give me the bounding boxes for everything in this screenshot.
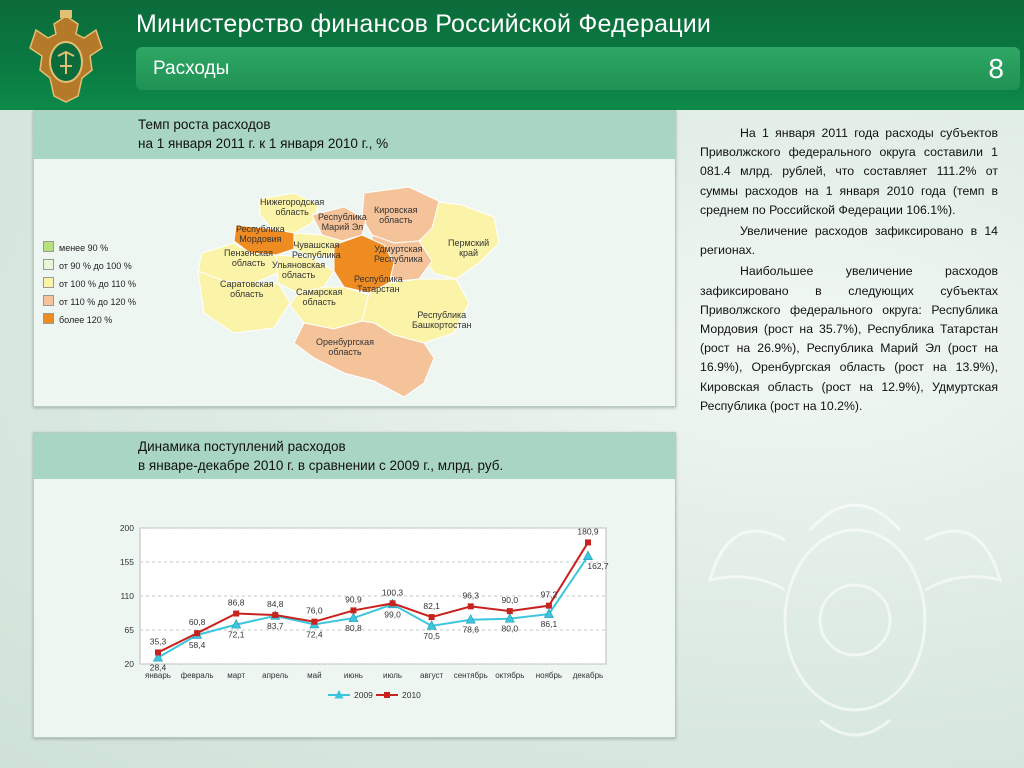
map-title-line1: Темп роста расходов bbox=[138, 117, 271, 132]
data-point-2010 bbox=[194, 630, 200, 636]
map-label-penza: Пензенская область bbox=[224, 248, 273, 268]
map-label-mordovia: Республика Мордовия bbox=[236, 224, 285, 244]
revenue-line-chart bbox=[58, 518, 633, 718]
section-title-bar bbox=[136, 47, 1020, 90]
legend-label-2009: 2009 bbox=[354, 690, 373, 700]
y-tick-label: 110 bbox=[120, 591, 134, 601]
legend-label: менее 90 % bbox=[59, 243, 109, 253]
map-label-chuvash: Чувашская Республика bbox=[292, 240, 341, 260]
y-tick-label: 155 bbox=[119, 557, 134, 567]
x-tick-label: февраль bbox=[180, 671, 214, 680]
legend-item bbox=[43, 295, 136, 307]
legend-swatch bbox=[43, 295, 54, 306]
map-label-kirov: Кировская область bbox=[374, 205, 418, 225]
data-label-2009: 83,7 bbox=[266, 620, 284, 631]
legend-item bbox=[43, 259, 132, 271]
data-point-2010 bbox=[585, 539, 591, 545]
map-panel bbox=[33, 110, 676, 407]
data-point-2010 bbox=[468, 603, 474, 609]
legend-swatch bbox=[43, 259, 54, 270]
data-label-2010: 97,2 bbox=[540, 589, 558, 600]
y-tick-label: 200 bbox=[119, 523, 134, 533]
data-label-2009: 162,7 bbox=[587, 561, 609, 572]
data-label-2009: 58,4 bbox=[188, 639, 206, 650]
chart-panel-title bbox=[138, 437, 503, 475]
data-label-2009: 72,4 bbox=[306, 629, 323, 640]
watermark-emblem-icon bbox=[690, 420, 1020, 760]
x-tick-label: март bbox=[227, 671, 246, 680]
data-label-2010: 86,8 bbox=[227, 597, 245, 608]
legend-marker-2010 bbox=[384, 692, 390, 698]
data-point-2010 bbox=[233, 611, 239, 617]
data-label-2010: 90,9 bbox=[345, 594, 362, 605]
data-label-2009: 80,0 bbox=[501, 623, 519, 634]
legend-swatch bbox=[43, 313, 54, 324]
data-label-2009: 28,4 bbox=[149, 662, 167, 673]
data-point-2010 bbox=[390, 600, 396, 606]
paragraph-3: Наибольшее увеличение расходов зафиксировано в следующих субъектах Приволжского федерального округа: Республика Мордовия (рост на 35.7%), Республика Татарстан (рост на 26.9%), Республика Марий Эл (рост на 16.9%), Оренбургская область (рост на 13.9%), Кировская область (рост на 12.9%), Удмуртская Республика (рост на 10.2%). bbox=[700, 264, 998, 413]
map-title-line2: на 1 января 2011 г. к 1 января 2010 г., % bbox=[138, 136, 389, 151]
header-bar bbox=[0, 0, 1024, 110]
data-label-2009: 80,8 bbox=[345, 623, 362, 634]
x-tick-label: июль bbox=[382, 671, 403, 680]
x-tick-label: май bbox=[307, 671, 322, 680]
x-tick-label: апрель bbox=[262, 671, 289, 680]
data-label-2010: 60,8 bbox=[188, 617, 206, 628]
map-label-bashkortostan: Республика Башкортостан bbox=[412, 310, 472, 330]
chart-panel bbox=[33, 432, 676, 738]
map-label-saratov: Саратовская область bbox=[220, 279, 274, 299]
data-label-2010: 100,3 bbox=[381, 587, 404, 598]
chart-panel-header bbox=[34, 433, 675, 479]
y-tick-label: 65 bbox=[124, 625, 134, 635]
x-tick-label: ноябрь bbox=[535, 671, 563, 680]
map-label-udmurtia: Удмуртская Республика bbox=[374, 244, 423, 264]
data-label-2010: 82,1 bbox=[423, 601, 440, 612]
data-point-2010 bbox=[272, 612, 278, 618]
data-point-2010 bbox=[350, 607, 356, 613]
data-label-2009: 86,1 bbox=[540, 619, 558, 630]
y-tick-label: 20 bbox=[124, 659, 134, 669]
data-point-2010 bbox=[429, 614, 435, 620]
data-point-2010 bbox=[507, 608, 513, 614]
data-point-2010 bbox=[546, 603, 552, 609]
legend-label: от 100 % до 110 % bbox=[59, 279, 137, 289]
map-label-mari-el: Республика Марий Эл bbox=[318, 212, 367, 232]
data-label-2010: 35,3 bbox=[149, 636, 167, 647]
page-number: 8 bbox=[988, 53, 1004, 84]
data-label-2010: 90,0 bbox=[501, 595, 519, 606]
data-label-2010: 84,8 bbox=[266, 599, 284, 610]
legend-item bbox=[43, 241, 108, 253]
map-label-orenburg: Оренбургская область bbox=[316, 337, 374, 357]
legend-item bbox=[43, 313, 112, 325]
ministry-title: Министерство финансов Российской Федерации bbox=[136, 10, 712, 38]
legend-swatch bbox=[43, 277, 54, 288]
map-panel-title bbox=[138, 115, 388, 153]
data-point-2010 bbox=[155, 649, 161, 655]
map-label-tatarstan: Республика Татарстан bbox=[354, 274, 403, 294]
legend-label: более 120 % bbox=[59, 315, 113, 325]
data-label-2009: 70,5 bbox=[423, 630, 440, 641]
data-label-2010: 96,3 bbox=[462, 590, 480, 601]
data-label-2010: 76,0 bbox=[306, 605, 323, 616]
paragraph-2: Увеличение расходов зафиксировано в 14 регионах. bbox=[700, 224, 998, 258]
legend-label: от 110 % до 120 % bbox=[59, 297, 137, 307]
data-label-2009: 72,1 bbox=[227, 629, 245, 640]
x-tick-label: сентябрь bbox=[453, 671, 488, 680]
map-label-nizhny: Нижегородская область bbox=[260, 197, 325, 217]
section-title: Расходы bbox=[153, 58, 230, 79]
data-point-2010 bbox=[311, 619, 317, 625]
map-label-ulyanovsk: Ульяновская область bbox=[272, 260, 326, 280]
chart-title-line2: в январе-декабре 2010 г. в сравнении с 2009 г., млрд. руб. bbox=[138, 458, 504, 473]
legend-label: от 90 % до 100 % bbox=[59, 261, 132, 271]
paragraph-1: На 1 января 2011 года расходы субъектов Приволжского федерального округа составили 1 081.4 млрд. рублей, что составляет 111.2% от суммы расходов на 1 января 2010 года (темп в среднем по Российской Федерации 106.1%). bbox=[700, 126, 998, 217]
map-panel-header bbox=[34, 111, 675, 159]
legend-swatch bbox=[43, 241, 54, 252]
map-label-perm: Пермский край bbox=[448, 238, 490, 258]
map-label-samara: Самарская область bbox=[296, 287, 343, 307]
data-label-2009: 78,6 bbox=[462, 624, 480, 635]
coat-of-arms-icon bbox=[26, 8, 106, 108]
legend-item bbox=[43, 277, 136, 289]
x-tick-label: октябрь bbox=[495, 671, 525, 680]
x-tick-label: январь bbox=[145, 671, 171, 680]
chart-title-line1: Динамика поступлений расходов bbox=[138, 439, 346, 454]
data-label-2010: 180,9 bbox=[577, 526, 599, 537]
data-label-2009: 99,0 bbox=[384, 609, 401, 620]
x-tick-label: июнь bbox=[343, 671, 363, 680]
legend-label-2010: 2010 bbox=[402, 690, 421, 700]
x-tick-label: август bbox=[420, 671, 444, 680]
commentary-text bbox=[700, 124, 998, 418]
x-tick-label: декабрь bbox=[572, 671, 604, 680]
